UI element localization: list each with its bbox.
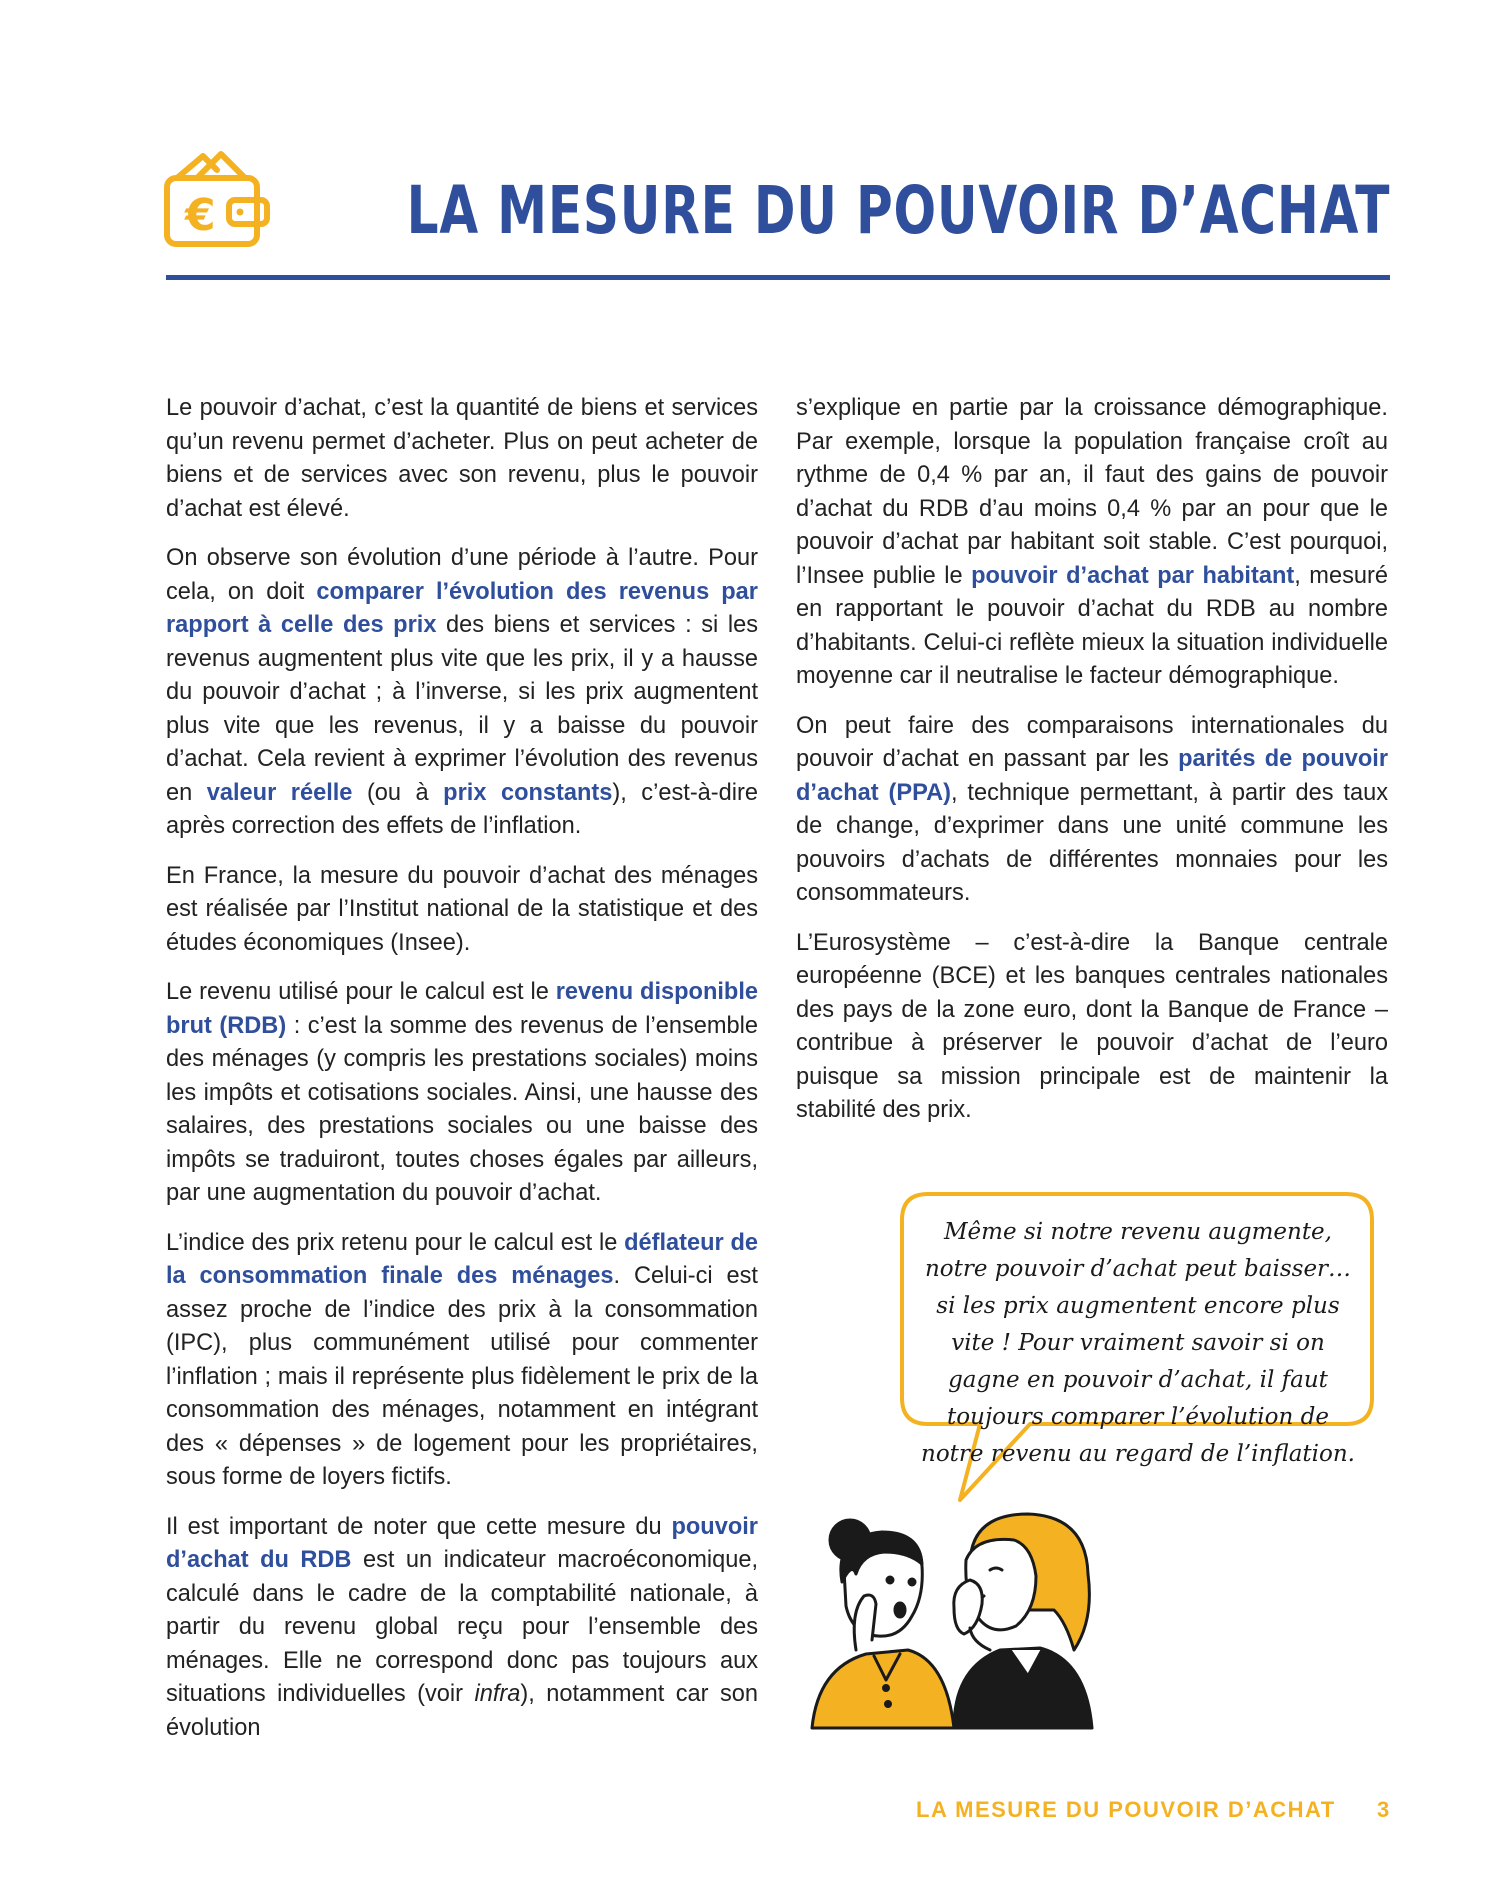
right-column xyxy=(796,392,1388,1144)
highlight-term: pouvoir d’achat du RDB xyxy=(166,1513,758,1573)
highlight-term: déflateur de la consommation finale des ménages xyxy=(166,1229,758,1289)
text-run: ), notamment car son évolution xyxy=(166,1681,759,1741)
highlight-term: parités de pouvoir d’achat (PPA) xyxy=(796,746,1388,806)
paragraph-8 xyxy=(796,710,1388,911)
page-title: LA MESURE DU POUVOIR D’ACHAT xyxy=(406,172,1390,249)
text-run: est un indicateur macroéconomique, calculé dans le cadre de la comptabilité nationale, à partir du revenu global reçu pour l’ensemble des ménages. Elle ne correspond donc pas toujours aux situations individuelles (voir xyxy=(166,1547,759,1707)
speech-bubble-text: Même si notre revenu augmente, notre pouvoir d’achat peut baisser… si les prix augmentent encore plus vite ! Pour vraiment savoir si on gagne en pouvoir d’achat, il faut toujours comparer l’évolution de notre revenu au regard de l’inflation. xyxy=(921,1219,1355,1467)
paragraph-1: Le pouvoir d’achat, c’est la quantité de biens et services qu’un revenu permet d’acheter. Plus on peut acheter de biens et de services avec son revenu, plus le pouvoir d’achat est élevé. xyxy=(166,395,758,522)
footer-title: LA MESURE DU POUVOIR D’ACHAT xyxy=(916,1797,1336,1822)
highlight-term: revenu disponible brut (RDB) xyxy=(166,979,759,1039)
left-column xyxy=(166,392,758,1761)
paragraph-9: L’Eurosystème – c’est-à-dire la Banque centrale européenne (BCE) et les banques centrales nationales des pays de la zone euro, dont la Banque de France – contribue à préserver le pouvoir d’achat de l’euro puisque sa mission principale est de maintenir la stabilité des prix. xyxy=(796,929,1388,1123)
text-run: s’explique en partie par la croissance démographique. Par exemple, lorsque la population française croît au rythme de 0,4 % par an, il faut des gains de pouvoir d’achat du RDB d’au moins 0,4 % par an pour que le pouvoir d’achat par habitant soit stable. C’est pourquoi, l’Insee publie le xyxy=(796,395,1388,589)
paragraph-4 xyxy=(166,976,758,1211)
highlight-term: pouvoir d’achat par habitant xyxy=(971,562,1295,589)
speech-bubble xyxy=(898,1190,1376,1467)
wallet-euro-icon xyxy=(163,146,273,252)
text-run: , mesuré en rapportant le pouvoir d’achat du RDB au nombre d’habitants. Celui-ci reflète mieux la situation individuelle moyenne car il neutralise le facteur démographique. xyxy=(796,562,1388,689)
text-run: Le revenu utilisé pour le calcul est le xyxy=(166,979,556,1005)
text-run: On peut faire des comparaisons internationales du pouvoir d’achat en passant par les xyxy=(796,712,1388,772)
paragraph-2 xyxy=(166,542,758,844)
text-run: L’indice des prix retenu pour le calcul est le xyxy=(166,1229,625,1256)
text-run: . Celui-ci est assez proche de l’indice des prix à la consommation (IPC), plus communément utilisé pour commenter l’inflation ; mais il représente plus fidèlement le prix de la consommation des ménages, notamment en intégrant des « dépenses » de logement pour les propriétaires, sous forme de loyers fictifs. xyxy=(166,1263,758,1490)
paragraph-7 xyxy=(796,392,1388,694)
text-run: ), c’est-à-dire après correction des effets de l’inflation. xyxy=(166,779,758,839)
text-run: : c’est la somme des revenus de l’ensemble des ménages (y compris les prestations sociales) moins les impôts et cotisations sociales. Ainsi, une hausse des salaires, des prestations sociales ou une baisse des impôts se traduiront, toutes choses égales par ailleurs, par une augmentation du pouvoir d’achat. xyxy=(166,1012,758,1206)
two-women-whispering-illustration xyxy=(804,1500,1094,1732)
highlight-term: valeur réelle xyxy=(206,779,353,806)
text-run: Il est important de noter que cette mesure du xyxy=(166,1513,672,1540)
page-number: 3 xyxy=(1377,1797,1390,1822)
svg-text:€: € xyxy=(185,190,216,241)
paragraph-3: En France, la mesure du pouvoir d’achat des ménages est réalisée par l’Institut national de la statistique et des études économiques (Insee). xyxy=(166,862,758,956)
text-run: On observe son évolution d’une période à l’autre. Pour cela, on doit xyxy=(166,545,758,605)
paragraph-5 xyxy=(166,1227,758,1495)
text-run: , technique permettant, à partir des taux de change, d’exprimer dans une unité commune les pouvoirs d’achats de différentes monnaies pour les consommateurs. xyxy=(796,779,1388,906)
text-run: des biens et services : si les revenus augmentent plus vite que les prix, il y a hausse du pouvoir d’achat ; à l’inverse, si les prix augmentent plus vite que les revenus, il y a baisse du pouvoir d’achat. Cela revient à exprimer l’évolution des revenus en xyxy=(166,612,758,806)
highlight-term: prix constants xyxy=(443,779,613,806)
paragraph-6 xyxy=(166,1511,758,1746)
text-run: (ou à xyxy=(352,779,444,806)
highlight-term: comparer l’évolution des revenus par rapport à celle des prix xyxy=(166,578,758,638)
italic-term: infra xyxy=(474,1681,521,1707)
title-divider xyxy=(166,275,1390,280)
